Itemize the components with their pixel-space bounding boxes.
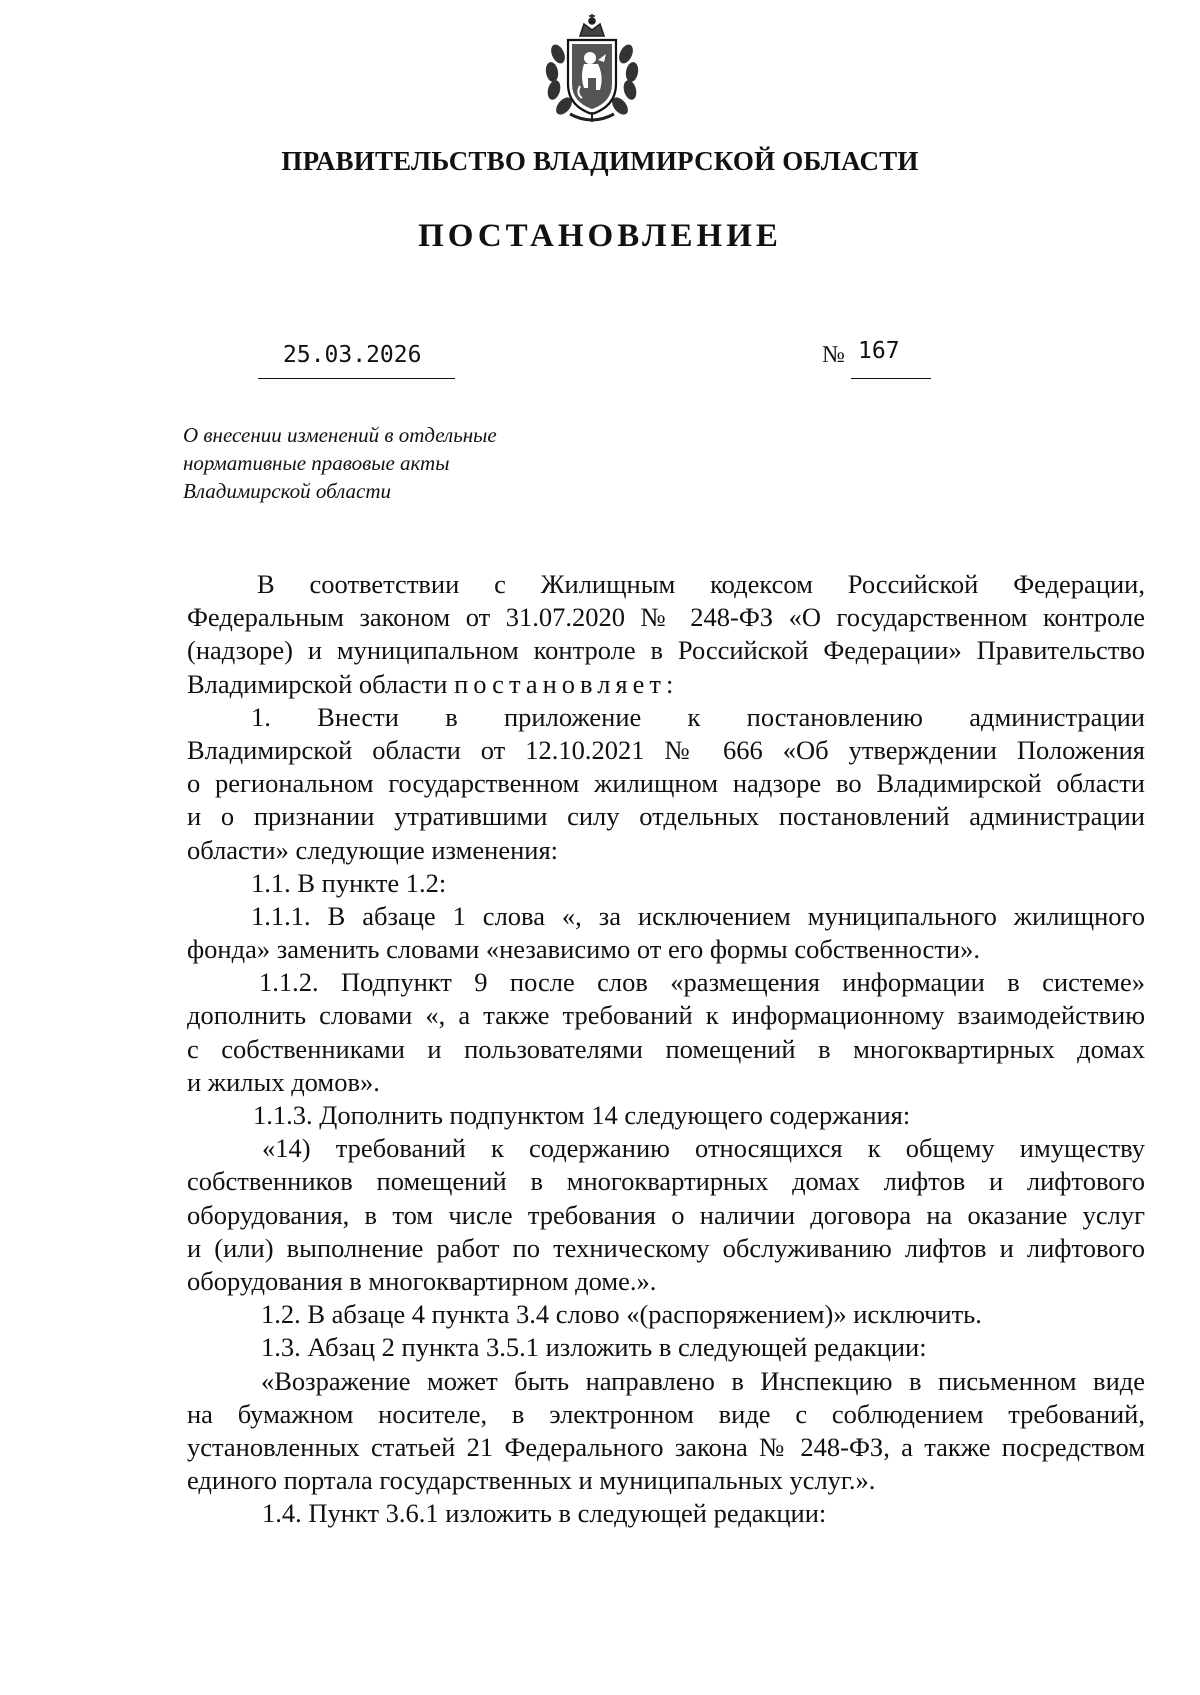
number-prefix: № [822, 342, 845, 368]
body-line: с собственниками и пользователями помещений в многоквартирных домах [187, 1033, 1145, 1064]
body-line: дополнить словами «, а также требований к информационному взаимодействию [187, 1000, 1145, 1031]
body-line: установленных статьей 21 Федерального закона № 248-ФЗ, а также посредством [187, 1431, 1145, 1462]
body-line: 1.4. Пункт 3.6.1 изложить в следующей редакции: [262, 1498, 827, 1529]
document-subject [183, 421, 497, 505]
body-line-spaced-text: постановляет: [454, 668, 679, 699]
body-line: на бумажном носителе, в электронном виде с соблюдением требований, [187, 1398, 1145, 1429]
document-type: ПОСТАНОВЛЕНИЕ [418, 218, 782, 254]
body-line: 1.3. Абзац 2 пункта 3.5.1 изложить в следующей редакции: [261, 1332, 927, 1363]
subject-line: Владимирской области [183, 479, 392, 503]
body-line: и (или) выполнение работ по техническому обслуживанию лифтов и лифтового [187, 1232, 1145, 1263]
body-line: 1.1. В пункте 1.2: [251, 867, 447, 898]
organization-title: ПРАВИТЕЛЬСТВО ВЛАДИМИРСКОЙ ОБЛАСТИ [281, 146, 919, 176]
body-line: единого портала государственных и муниципальных услуг.». [187, 1465, 876, 1496]
body-line: В соответствии с Жилищным кодексом Российской Федерации, [257, 569, 1145, 599]
body-line: области» следующие изменения: [187, 834, 559, 865]
body-line: «14) требований к содержанию относящихся к общему имуществу [262, 1133, 1145, 1164]
body-line: Владимирской области от 12.10.2021 № 666 «Об утверждении Положения [187, 734, 1145, 765]
subject-line: нормативные правовые акты [183, 451, 450, 475]
subject-line: О внесении изменений в отдельные [183, 423, 497, 447]
document-date: 25.03.2026 [283, 342, 422, 368]
document-number: 167 [858, 338, 900, 364]
body-line: оборудования, в том числе требования о наличии договора на оказание услуг [187, 1199, 1145, 1230]
body-line: 1.1.3. Дополнить подпунктом 14 следующего содержания: [253, 1100, 911, 1130]
body-line [187, 668, 1145, 701]
body-line: собственников помещений в многоквартирных домах лифтов и лифтового [187, 1166, 1145, 1197]
body-line: и жилых домов». [187, 1066, 380, 1097]
body-line: «Возражение может быть направлено в Инспекцию в письменном виде [261, 1365, 1145, 1396]
body-line: 1. Внести в приложение к постановлению администрации [251, 701, 1145, 732]
body-line: Федеральным законом от 31.07.2020 № 248-ФЗ «О государственном контроле [187, 602, 1145, 633]
body-line: (надзоре) и муниципальном контроле в Российской Федерации» Правительство [187, 635, 1145, 666]
body-line: о региональном государственном жилищном надзоре во Владимирской области [187, 768, 1145, 799]
body-line: 1.1.2. Подпункт 9 после слов «размещения информации в системе» [259, 967, 1145, 998]
body-line: 1.2. В абзаце 4 пункта 3.4 слово «(распоряжением)» исключить. [261, 1299, 982, 1330]
document-body [187, 568, 1145, 1530]
body-line: фонда» заменить словами «независимо от его формы собственности». [187, 934, 980, 965]
vladimir-region-coat-of-arms-icon [540, 14, 644, 126]
body-line-text: Владимирской области [187, 668, 455, 699]
body-line: и о признании утратившими силу отдельных постановлений администрации [187, 801, 1145, 832]
body-line: 1.1.1. В абзаце 1 слова «, за исключением муниципального жилищного [251, 900, 1145, 931]
body-line: оборудования в многоквартирном доме.». [187, 1265, 657, 1296]
